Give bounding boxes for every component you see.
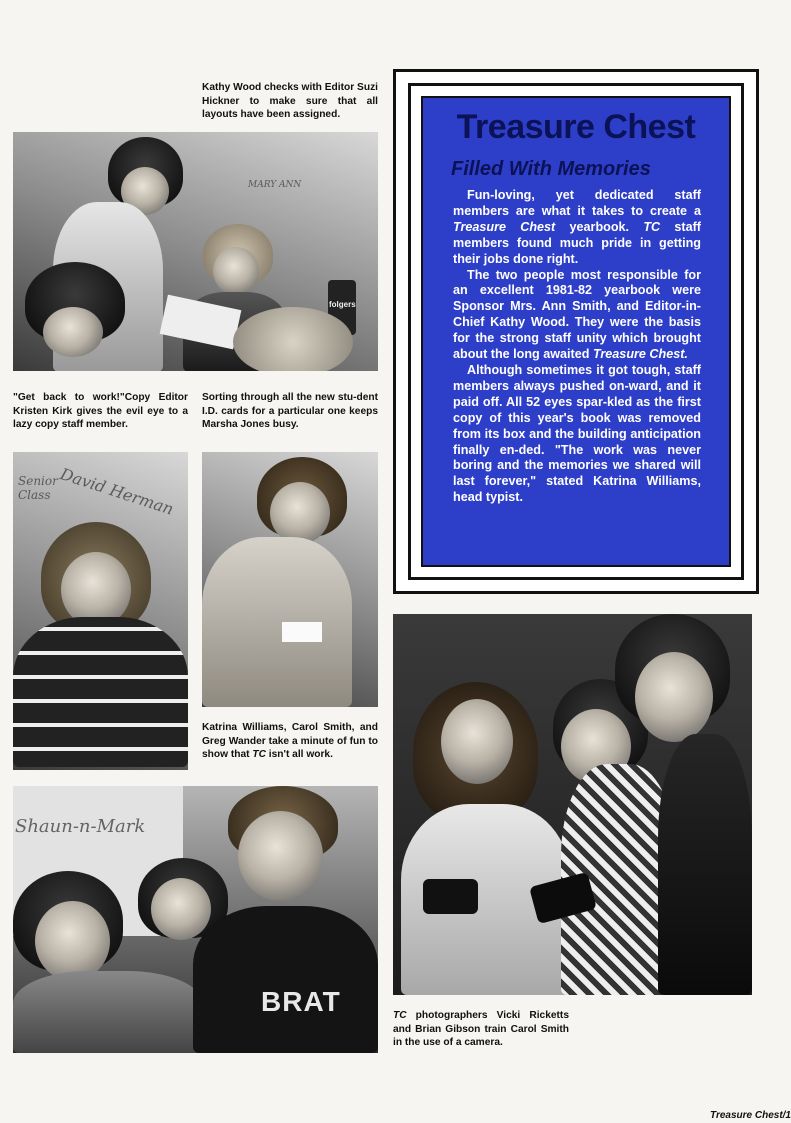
caption-sorting-cards: Sorting through all the new stu-dent I.D. cards for a particular one keeps Marsha Jones busy. bbox=[202, 392, 378, 430]
photo-fun-group bbox=[13, 786, 378, 1053]
photo-photographers bbox=[393, 614, 752, 995]
sidebar-story-text bbox=[453, 188, 701, 506]
photo-kathy-suzi bbox=[13, 132, 378, 371]
caption-get-back-to-work: "Get back to work!"Copy Editor Kristen Kirk gives the evil eye to a lazy copy staff member. bbox=[13, 392, 188, 430]
photo-scribble-mary: MARY ANN bbox=[248, 180, 302, 190]
page-footer: Treasure Chest/1 bbox=[710, 1110, 791, 1121]
photo-kristen-kirk bbox=[13, 452, 188, 770]
sidebar-subtitle: Filled With Memories bbox=[451, 158, 651, 180]
photo-scribble-senior-class: Senior Class bbox=[18, 474, 58, 502]
sidebar-title: Treasure Chest bbox=[456, 108, 696, 146]
story-paragraph: Although sometimes it got tough, staff members always pushed on-ward, and it paid off. All 52 eyes spar-kled as the first copy of this year's book was removed from its box and the building anticipation finally en-ded. "The work was never boring and the memories we shared will last forever," stated Katrina Williams, head typist. bbox=[453, 362, 701, 505]
sidebar-story-panel bbox=[421, 96, 731, 567]
photo-shirt-brat: BRAT bbox=[261, 986, 341, 1017]
caption-kathy-wood: Kathy Wood checks with Editor Suzi Hickner to make sure that all layouts have been assigned. bbox=[202, 82, 378, 120]
caption-katrina-carol-greg: Katrina Williams, Carol Smith, and Greg Wander take a minute of fun to show that TC isn't all work. bbox=[202, 722, 378, 760]
photo-label-folgers: folgers bbox=[329, 300, 356, 309]
story-paragraph: Fun-loving, yet dedicated staff members are what it takes to create a Treasure Chest yearbook. TC staff members found much pride in getting their jobs done right. bbox=[453, 188, 701, 266]
photo-scribble-shaun-mark: Shaun-n-Mark bbox=[15, 816, 146, 837]
caption-photographers: TC photographers Vicki Ricketts and Brian Gibson train Carol Smith in the use of a camera. bbox=[393, 1010, 569, 1048]
story-paragraph: The two people most responsible for an excellent 1981-82 yearbook were Sponsor Mrs. Ann Smith, and Editor-in-Chief Kathy Wood. They were the basis for the strong staff unity which brought about the long awaited Treasure Chest. bbox=[453, 267, 701, 362]
photo-marsha-jones bbox=[202, 452, 378, 707]
sidebar-frame bbox=[393, 69, 759, 594]
photo-scribble-david: David Herman bbox=[57, 464, 176, 519]
